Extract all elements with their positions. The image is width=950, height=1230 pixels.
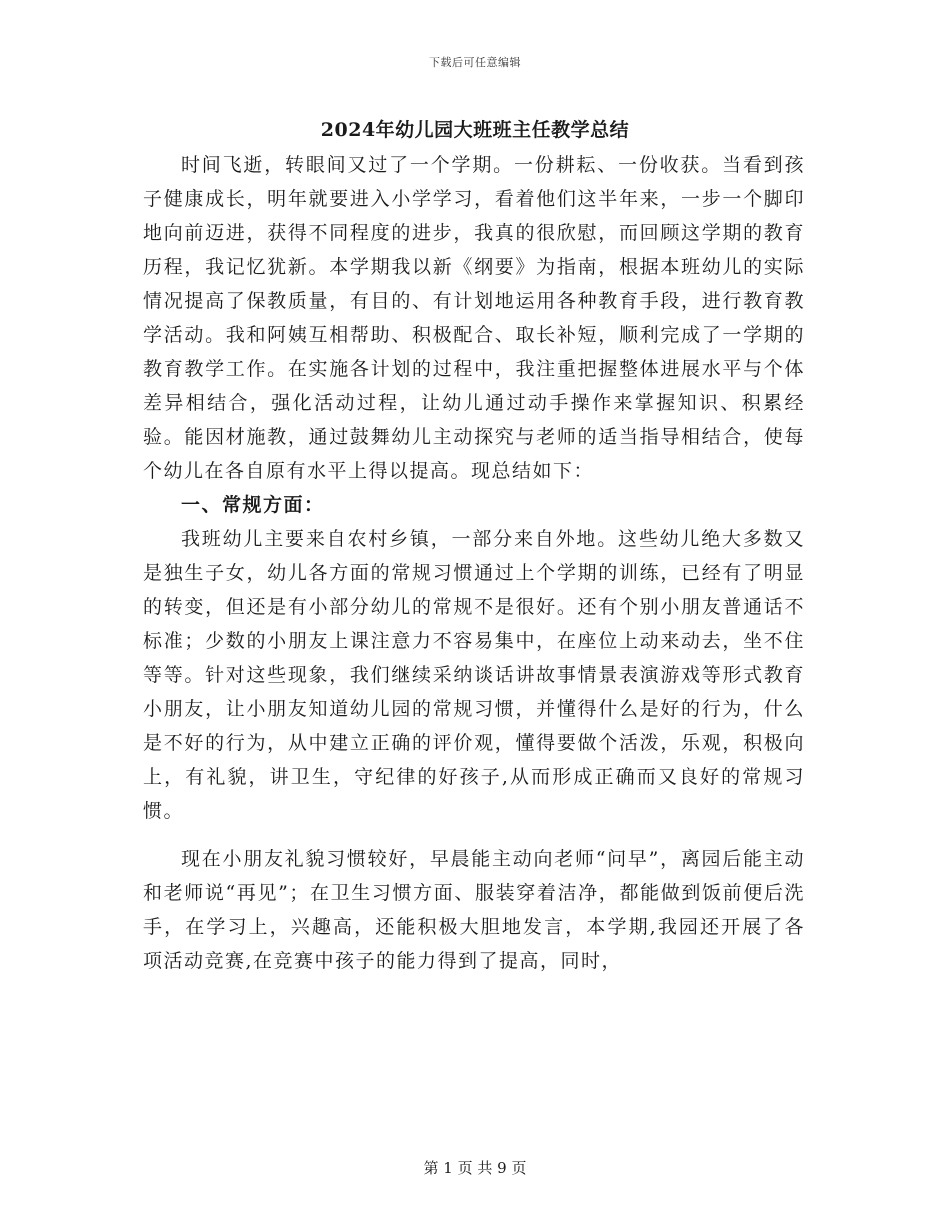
document-body (143, 148, 805, 978)
section-heading-routine: 一、常规方面： (181, 494, 325, 516)
document-title: 2024年幼儿园大班班主任教学总结 (320, 119, 630, 141)
routine-paragraph: 我班幼儿主要来自农村乡镇，一部分来自外地。这些幼儿绝大多数又是独生子女，幼儿各方面的常规习惯通过上个学期的训练，已经有了明显的转变，但还是有小部分幼儿的常规不是很好。还有个别小朋友普通话不标准；少数的小朋友上课注意力不容易集中，在座位上动来动去，坐不住等等。针对这些现象，我们继续采纳谈话讲故事情景表演游戏等形式教育小朋友，让小朋友知道幼儿园的常规习惯，并懂得什么是好的行为，什么是不好的行为，从中建立正确的评价观，懂得要做个活泼，乐观，积极向上，有礼貌，讲卫生，守纪律的好孩子,从而形成正确而又良好的常规习惯。 (143, 528, 805, 822)
intro-paragraph: 时间飞逝，转眼间又过了一个学期。一份耕耘、一份收获。当看到孩子健康成长，明年就要进入小学学习，看着他们这半年来，一步一个脚印地向前迈进，获得不同程度的进步，我真的很欣慰，而回顾这学期的教育历程，我记忆犹新。本学期我以新《纲要》为指南，根据本班幼儿的实际情况提高了保教质量，有目的、有计划地运用各种教育手段，进行教育教学活动。我和阿姨互相帮助、积极配合、取长补短，顺利完成了一学期的教育教学工作。在实施各计划的过程中，我注重把握整体进展水平与个体差异相结合，强化活动过程，让幼儿通过动手操作来掌握知识、积累经验。能因材施教，通过鼓舞幼儿主动探究与老师的适当指导相结合，使每个幼儿在各自原有水平上得以提高。现总结如下： (143, 154, 805, 482)
page-number: 第 1 页 共 9 页 (423, 1159, 527, 1177)
page-header-note: 下载后可任意编辑 (429, 56, 521, 69)
habits-paragraph: 现在小朋友礼貌习惯较好，早晨能主动向老师“问早”，离园后能主动和老师说“再见”；在卫生习惯方面、服装穿着洁净，都能做到饭前便后洗手，在学习上，兴趣高，还能积极大胆地发言，本学期,我园还开展了各项活动竞赛,在竞赛中孩子的能力得到了提高，同时， (143, 848, 805, 972)
